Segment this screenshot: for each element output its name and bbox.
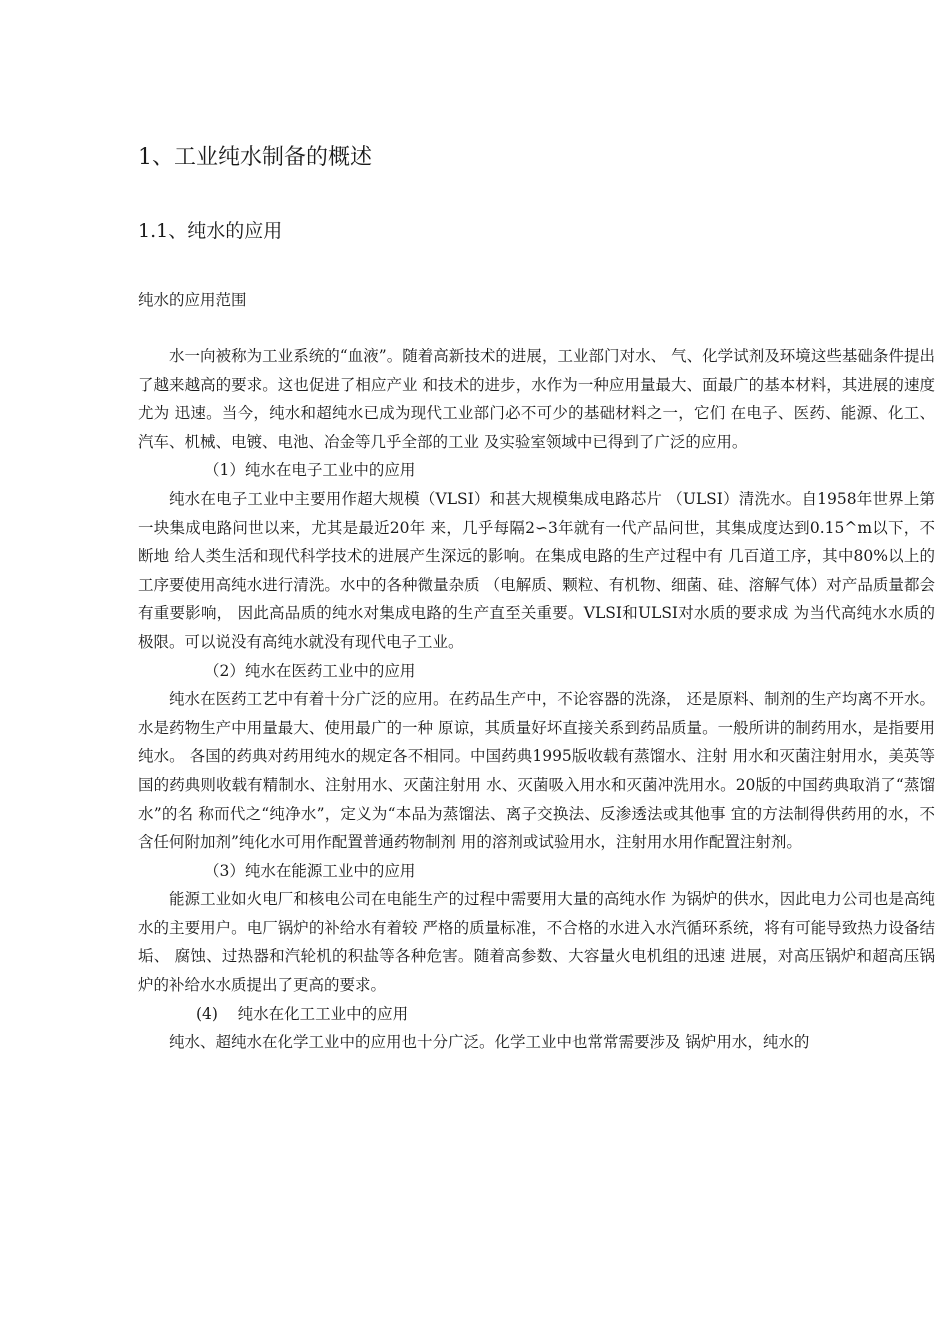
intro-paragraph: 水一向被称为工业系统的“血液”。随着高新技术的进展，工业部门对水、 气、化学试剂及环境这些基础条件提出了越来越高的要求。这也促进了相应产业 和技术的进步，水作为一种应用量最大、面最广的基本材料，其进展的速度尤为 迅速。当今，纯水和超纯水已成为现代工业部门必不可少的基础材料之一，它们 在电子、医药、能源、化工、汽车、机械、电镀、电池、冶金等几乎全部的工业 及实验室领域中已得到了广泛的应用。 [138,347,935,451]
section-text-electronics: 纯水在电子工业中主要用作超大规模（VLSI）和甚大规模集成电路芯片 （ULSI）清洗水。自1958年世界上第一块集成电路问世以来，尤其是最近20年 来，几乎每隔2∽3年就有一代产品问世，其集成度达到0.15^m以下，不断地 给人类生活和现代科学技术的进展产生深远的影响。在集成电路的生产过程中有 几百道工序，其中80%以上的工序要使用高纯水进行清洗。水中的各种微量杂质 （电解质、颗粒、有机物、细菌、硅、溶解气体）对产品质量都会有重要影响， 因此高品质的纯水对集成电路的生产直至关重要。VLSI和ULSI对水质的要求成 为当代高纯水水质的极限。可以说没有高纯水就没有现代电子工业。 [138,489,935,651]
body-text [138,342,935,1057]
heading-1: 1、工业纯水制备的概述 [138,145,372,170]
section-title-electronics: （1）纯水在电子工业中的应用 [204,461,416,480]
section-text-energy: 能源工业如火电厂和核电公司在电能生产的过程中需要用大量的高纯水作 为锅炉的供水，因此电力公司也是高纯水的主要用户。电厂锅炉的补给水有着较 严格的质量标准，不合格的水进入水汽循环系统，将有可能导致热力设备结垢、 腐蚀、过热器和汽轮机的积盐等各种危害。随着高参数、大容量火电机组的迅速 进展，对高压锅炉和超高压锅炉的补给水水质提出了更高的要求。 [138,890,935,995]
heading-2: 1.1、纯水的应用 [138,220,283,242]
section-text-chemical: 纯水、超纯水在化学工业中的应用也十分广泛。化学工业中也常常需要涉及 锅炉用水，纯水的 [169,1033,810,1052]
heading-3: 纯水的应用范围 [138,291,247,309]
section-text-medicine: 纯水在医药工艺中有着十分广泛的应用。在药品生产中，不论容器的洗涤， 还是原料、制剂的生产均离不开水。水是药物生产中用量最大、使用最广的一种 原谅，其质量好坏直接关系到药品质量。一般所讲的制药用水，是指要用纯水。 各国的药典对药用纯水的规定各不相同。中国药典1995版收载有蒸馏水、注射 用水和灭菌注射用水，美英等国的药典则收载有精制水、注射用水、灭菌注射用 水、灭菌吸入用水和灭菌冲洗用水。20版的中国药典取消了“蒸馏水”的名 称而代之“纯净水”，定义为“本品为蒸馏法、离子交换法、反渗透法或其他事 宜的方法制得供药用的水，不含任何附加剂”纯化水可用作配置普通药物制剂 用的溶剂或试验用水，注射用水用作配置注射剂。 [138,690,935,852]
section-title-energy: （3）纯水在能源工业中的应用 [204,861,416,880]
section-title-medicine: （2）纯水在医药工业中的应用 [204,661,416,680]
section-title-chemical: (4) 纯水在化工工业中的应用 [196,1004,409,1023]
